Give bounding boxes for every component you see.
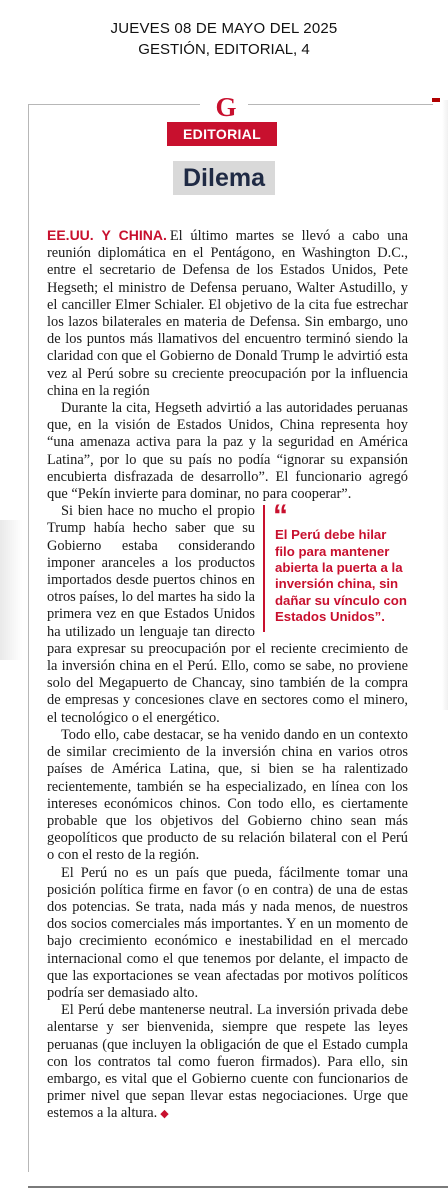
section-tag: EDITORIAL [167,122,277,146]
gestion-logo-icon: G [215,92,237,122]
article-paragraph [47,227,408,400]
article-paragraph [47,1002,408,1123]
paragraph-text: Si bien hace no mucho el propio Trump había hecho saber que su Gobierno estaba considerando imponer aranceles a los productos importados desde puertos chinos en otros países, lo del martes ha sido la primera vez en que Estados Unidos ha utilizado un lenguaje tan directo para expresar su preocupación por el reciente crecimiento de la inversión china en el Perú. Ello, como se sabe, no proviene solo del Megapuerto de Chancay, sino también de la compra de empresas y concesiones clave en sectores como el minero, el tecnológico o el energético. [47,503,408,726]
quote-mark-icon: “ [273,499,288,533]
publication-source: GESTIÓN, EDITORIAL, 4 [138,41,310,58]
frame-top-rule-right [248,104,433,105]
adjacent-page-edge [442,100,448,710]
frame-accent-tick [432,98,440,102]
article-kicker: EE.UU. Y CHINA. [47,227,167,243]
article-paragraph [47,499,408,727]
article-paragraph: Durante la cita, Hegseth advirtió a las autoridades peruanas que, en la visión de Estados Unidos, China representa hoy “una amenaza activa para la paz y la seguridad en América Latina”, por lo que su país no podía “ignorar su expansión encubierta disfrazada de desarrollo”. El funcionario agregó que “Pekín invierte para dominar, no para cooperar”. [47,400,408,503]
bottom-rule [28,1186,448,1188]
publication-date: JUEVES 08 DE MAYO DEL 2025 [110,20,338,37]
scan-shadow [0,520,22,660]
frame-top-rule-left [28,104,200,105]
editorial-title: Dilema [173,161,275,195]
article-paragraph: Todo ello, cabe destacar, se ha venido dando en un contexto de similar crecimiento de la inversión china en varios otros países de América Latina, que, si bien se ha ralentizado recientemente, también se ha especializado, en línea con los intereses económicos chinos. Con todo ello, es ciertamente probable que los objetivos del Gobierno chino sean más geopolíticos que producto de su relación bilateral con el Perú o con el resto de la región. [47,726,408,864]
frame-left-rule [28,104,29,1172]
paragraph-text: El Perú debe mantenerse neutral. La inversión privada debe alentarse y ser bienvenida, siempre que respete las leyes peruanas (que incluyen la obligación de que el Estado cumpla con los contratos tal como fueron firmados). Para ello, sin embargo, es vital que el Gobierno cuente con funcionarios de primer nivel que sepan llevar estas negociaciones. Urge que estemos a la altura. [47,1002,408,1122]
pull-quote [263,499,408,631]
article-paragraph: El Perú no es un país que pueda, fácilmente tomar una posición política firme en favor (o en contra) de una de estas dos potencias. Se trata, nada más y nada menos, de nuestros dos socios comerciales más importantes. Y en un momento de bajo crecimiento económico e inestabilidad en el mercado internacional como el que tenemos por delante, el impacto de que las exportaciones se vean afectadas por motivos políticos podría ser demasiado alto. [47,864,408,1001]
paragraph-text: El último martes se llevó a cabo una reunión diplomática en el Pentágono, en Washington D.C., entre el secretario de Defensa de los Estados Unidos, Pete Hegseth; el ministro de Defensa peruano, Walter Astudillo, y el canciller Elmer Schialer. El objetivo de la cita fue estrechar los lazos bilaterales en materia de Defensa. Sin embargo, uno de los puntos más llamativos del encuentro terminó siendo la claridad con que el Gobierno de Donald Trump le advirtió esta vez al Perú sobre su creciente preocupación por la influencia china en la región [47,228,408,399]
pull-quote-text: El Perú debe hilar filo para mantener abierta la puerta a la inversión china, sin dañar su vínculo con Estados Unidos”. [275,527,407,625]
end-diamond-icon: ◆ [160,1108,169,1121]
article-body [47,227,408,1124]
